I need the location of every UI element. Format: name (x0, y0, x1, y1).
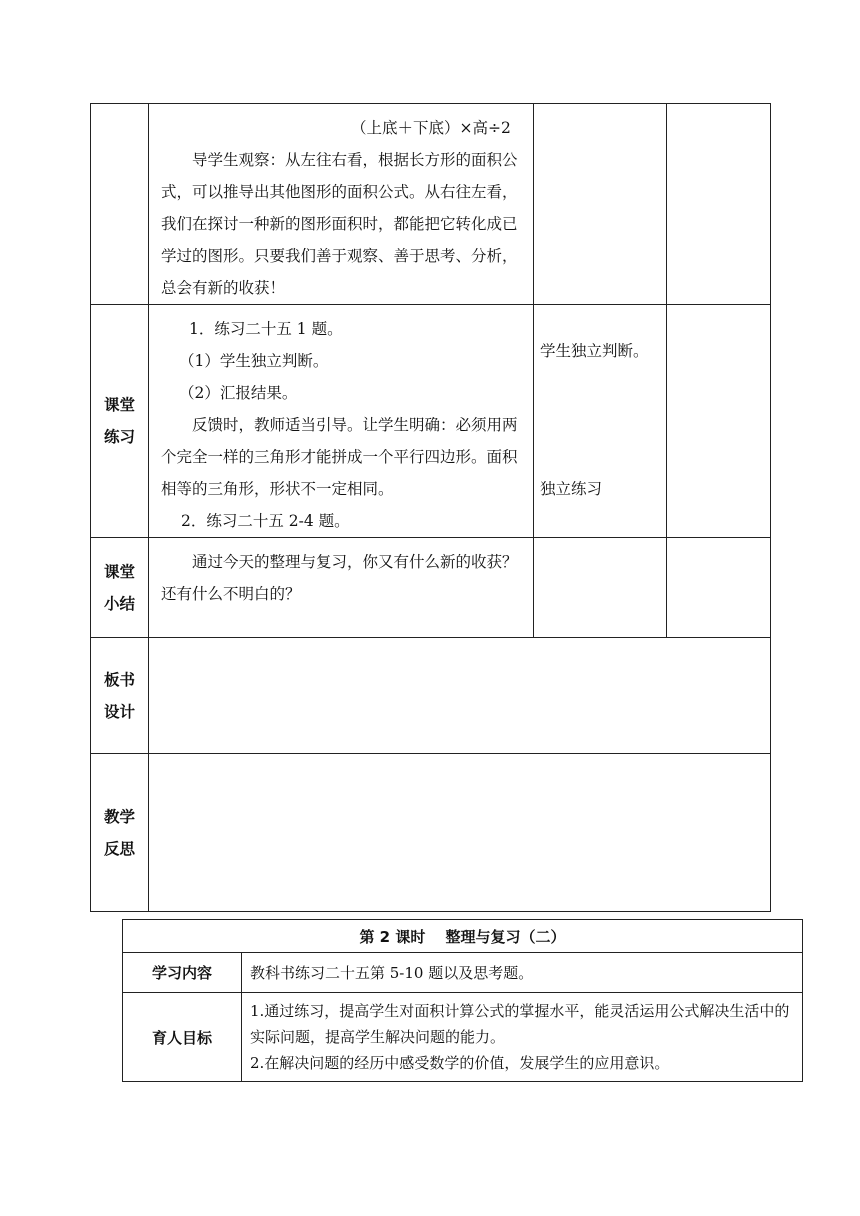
row-label-reflection: 教学 反思 (91, 754, 149, 912)
row-label-cell (91, 104, 149, 305)
table-row (123, 920, 803, 953)
feedback-paragraph: 反馈时，教师适当引导。让学生明确：必须用两个完全一样的三角形才能拼成一个平行四边形。面积相等的三角形，形状不一定相同。 (161, 416, 518, 498)
lesson-plan-table (90, 103, 771, 912)
reflection-cell (149, 754, 771, 912)
notes-cell (667, 305, 771, 538)
activity-cell (149, 538, 534, 638)
practice-item-2: 2．练习二十五 2-4 题。 (181, 512, 350, 530)
lesson2-title: 第 2 课时 整理与复习（二） (123, 920, 803, 953)
table-row (91, 638, 771, 754)
practice-item-1: 1．练习二十五 1 题。 (189, 320, 343, 338)
practice-item-1a: （1）学生独立判断。 (179, 352, 329, 370)
practice-item-1b: （2）汇报结果。 (179, 384, 298, 402)
summary-paragraph: 通过今天的整理与复习，你又有什么新的收获？还有什么不明白的？ (161, 553, 518, 603)
table-row (123, 953, 803, 993)
observation-paragraph: 导学生观察：从左往右看，根据长方形的面积公式，可以推导出其他图形的面积公式。从右往左看，我们在探讨一种新的图形面积时，都能把它转化成已学过的图形。只要我们善于观察、善于思考、分析，总会有新的收获！ (161, 151, 518, 297)
row-label-summary: 课堂 小结 (91, 538, 149, 638)
student-cell (534, 305, 667, 538)
activity-cell (149, 104, 534, 305)
row-label-board: 板书 设计 (91, 638, 149, 754)
notes-cell (667, 104, 771, 305)
student-cell (534, 104, 667, 305)
notes-cell (667, 538, 771, 638)
content-label: 学习内容 (123, 953, 242, 993)
table-row (91, 538, 771, 638)
goal-cell (242, 993, 803, 1082)
activity-cell (149, 305, 534, 538)
student-activity-2: 独立练习 (540, 480, 603, 498)
goal-item-1: 1.通过练习，提高学生对面积计算公式的掌握水平，能灵活运用公式解决生活中的实际问题，提高学生解决问题的能力。 (250, 1002, 790, 1046)
table-row (91, 104, 771, 305)
content-text: 教科书练习二十五第 5-10 题以及思考题。 (242, 953, 803, 993)
goal-item-2: 2.在解决问题的经历中感受数学的价值，发展学生的应用意识。 (250, 1054, 670, 1072)
student-cell (534, 538, 667, 638)
student-activity-1: 学生独立判断。 (540, 342, 649, 360)
board-design-cell (149, 638, 771, 754)
table-row (91, 754, 771, 912)
formula-text: （上底＋下底）×高÷2 (351, 119, 511, 137)
table-row (123, 993, 803, 1082)
row-label-practice: 课堂 练习 (91, 305, 149, 538)
table-row (91, 305, 771, 538)
goal-label: 育人目标 (123, 993, 242, 1082)
lesson2-table (122, 919, 803, 1082)
